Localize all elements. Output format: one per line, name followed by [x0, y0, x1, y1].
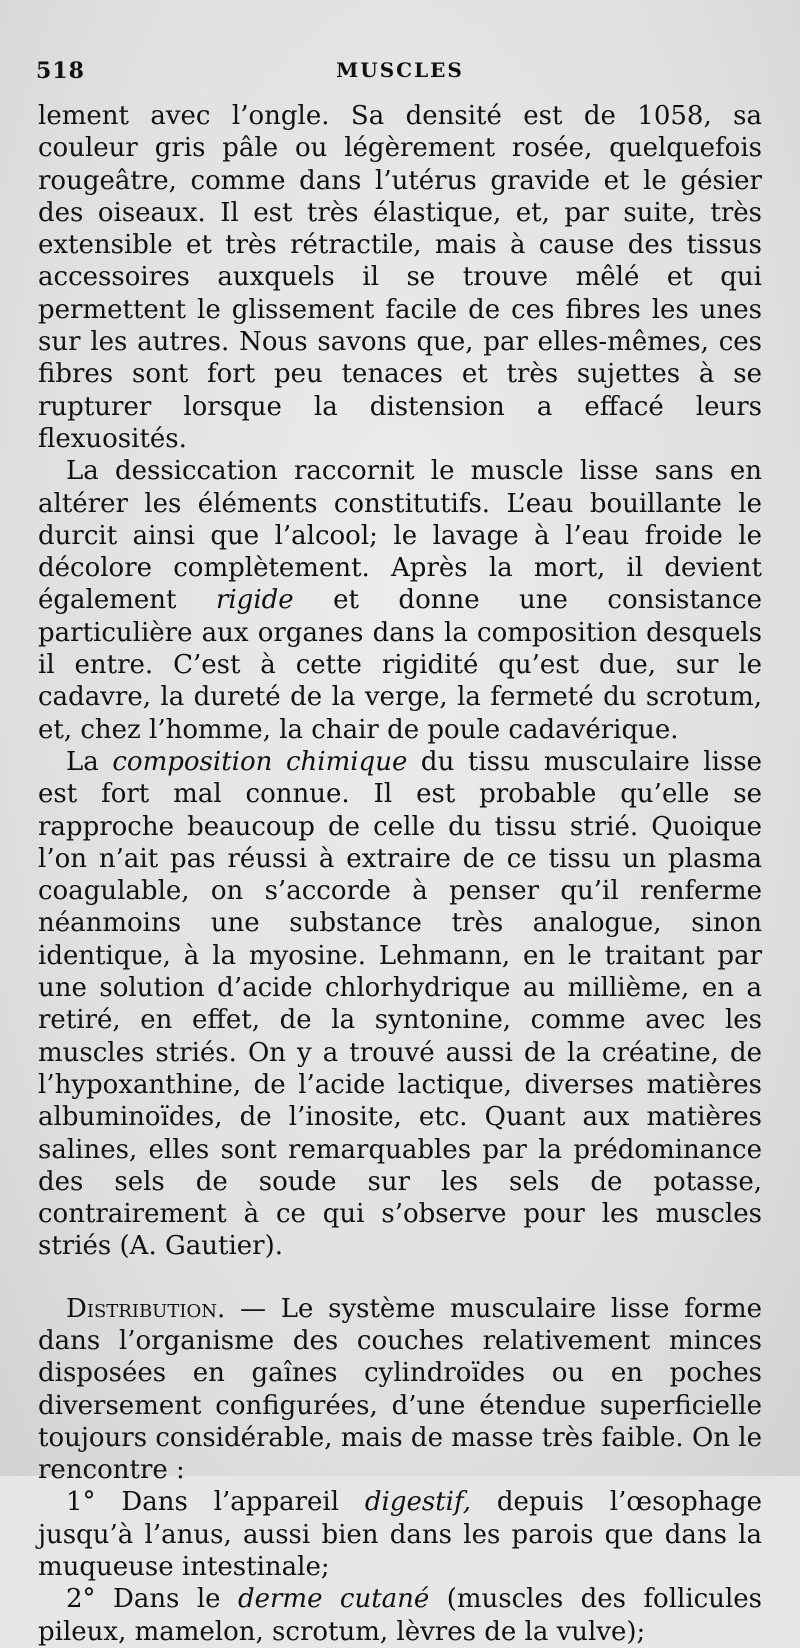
running-head: MUSCLES	[336, 58, 464, 82]
text-run: du tissu musculaire lisse est fort mal connue. Il est probable qu’elle se rapproche beaucoup de celle du tissu strié. Quoique l’on n’ait pas réussi à extraire de ce tissu un plasma coagulable, on s’accorde à penser qu’il renferme néanmoins une substance très analogue, sinon identique, à la myosine. Lehmann, en le traitant par une solution d’acide chlorhydrique au millième, en a retiré, en effet, de la syntonine, comme avec les muscles striés. On y a trouvé aussi de la créatine, de l’hypoxanthine, de l’acide lactique, diverses matières albuminoïdes, de l’inosite, etc. Quant aux matières salines, elles sont remarquables par la prédominance des sels de soude sur les sels de potasse, contrairement à ce qui s’observe pour les muscles striés (A. Gautier).	[38, 746, 763, 1262]
list-item-digestif	[38, 1486, 762, 1583]
paragraph-composition	[38, 746, 762, 1263]
page-header	[36, 58, 764, 88]
list-item-derme	[38, 1583, 762, 1648]
text-run: La dessiccation raccornit le muscle lisse sans en altérer les éléments constitutifs. L’eau bouillante le durcit ainsi que l’alcool; le lavage à l’eau froide le décolore complètement. Après la mort, il devient également	[38, 456, 762, 616]
italic-term: derme cutané	[237, 1584, 430, 1615]
paragraph-density: lement avec l’ongle. Sa densité est de 1058, sa couleur gris pâle ou légèrement rosée, quelquefois rougeâtre, comme dans l’utérus gravide et le gésier des oiseaux. Il est très élastique, et, par suite, très extensible et très rétractile, mais à cause des tissus accessoires auxquels il se trouve mêlé et qui permettent le glissement facile de ces fibres les unes sur les autres. Nous savons que, par elles-mêmes, ces fibres sont fort peu tenaces et très sujettes à se rupturer lorsque la distension a effacé leurs flexuosités.	[38, 101, 762, 454]
paragraph-dessiccation	[38, 455, 762, 746]
text-run: 1° Dans l’appareil	[66, 1487, 365, 1518]
text-run: (muscles des follicules pileux, mamelon, scrotum, lèvres de la vulve);	[38, 1584, 763, 1647]
page-number: 518	[36, 58, 85, 84]
section-heading: Distribution.	[66, 1293, 226, 1324]
paragraph-distribution	[38, 1293, 762, 1487]
text-run: — Le système musculaire lisse forme dans l’organisme des couches relativement minces disposées en gaînes cylindroïdes ou en poches diversement configurées, d’une étendue superficielle toujours considérable, mais de masse très faible. On le rencontre :	[38, 1293, 762, 1486]
text-run: 2° Dans le	[66, 1584, 238, 1615]
text-run: et donne une consistance particulière aux organes dans la composition desquels il entre. C’est à cette rigidité qu’est due, sur le cadavre, la dureté de la verge, la fermeté du scrotum, et, chez l’homme, la chair de poule cadavérique.	[38, 585, 762, 745]
body-text	[38, 100, 762, 1648]
italic-term: rigide	[215, 585, 294, 616]
section-gap	[38, 1263, 762, 1293]
italic-term: composition chimique	[112, 746, 408, 777]
text-run: La	[66, 746, 113, 777]
italic-term: digestif,	[364, 1487, 471, 1518]
text-run: depuis l’œsophage jusqu’à l’anus, aussi bien dans les parois que dans la muqueuse intestinale;	[38, 1487, 762, 1583]
